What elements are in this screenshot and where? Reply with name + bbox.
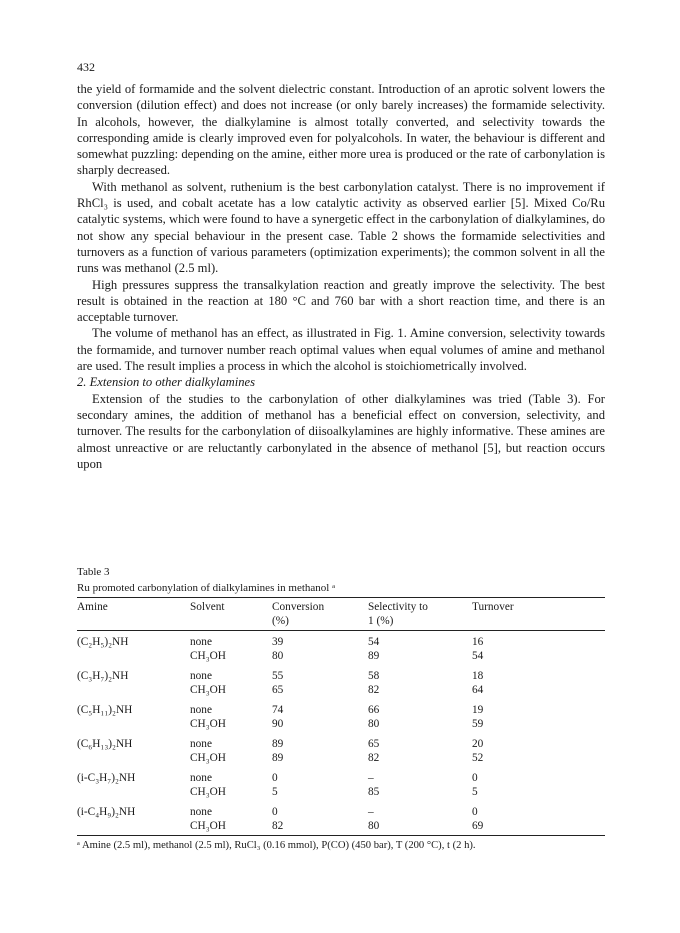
- cell-selectivity: 85: [368, 786, 380, 798]
- table-3: [77, 566, 605, 851]
- cell-selectivity: 80: [368, 718, 380, 730]
- paragraph: The volume of methanol has an effect, as illustrated in Fig. 1. Amine conversion, selectivity towards the formamide, and turnover number reach optimal values when equal volumes of amine and methanol are used. The result implies a process in which the alcohol is stoichiometrically involved.: [77, 326, 605, 374]
- cell-conversion: 0: [272, 806, 278, 818]
- table-row: [77, 765, 605, 785]
- cell-solvent: CH₃OH: [190, 819, 272, 836]
- cell-solvent: CH₃OH: [190, 786, 226, 798]
- cell-solvent: CH₃OH: [190, 752, 226, 764]
- header-amine: Amine: [77, 601, 108, 613]
- table-caption: Ru promoted carbonylation of dialkylamines in methanol ᵃ: [77, 582, 336, 594]
- cell-turnover: 16: [472, 636, 484, 648]
- cell-selectivity: 54: [368, 636, 380, 648]
- table-footnote: ᵃ Amine (2.5 ml), methanol (2.5 ml), RuCl₃ (0.16 mmol), P(CO) (450 bar), T (200 °C), t (2 h).: [77, 840, 476, 851]
- page-number: 432: [77, 60, 95, 74]
- header-selectivity-unit: 1 (%): [368, 615, 394, 627]
- cell-conversion: 65: [272, 684, 284, 696]
- cell-solvent: none: [190, 738, 212, 750]
- cell-turnover: 69: [472, 819, 605, 836]
- paragraph: With methanol as solvent, ruthenium is the best carbonylation catalyst. There is no improvement if RhCl₃ is used, and cobalt acetate has a low catalytic activity as observed earlier [5]. Mixed Co/Ru catalytic systems, which were found to have a synergetic effect in the carbonylation of dialkylamines, do not show any special behaviour in the present case. Table 2 shows the formamide selectivities and turnovers as a function of various parameters (optimization experiments); the common solvent in all the runs was methanol (2.5 ml).: [77, 179, 605, 276]
- cell-selectivity: 89: [368, 650, 380, 662]
- cell-selectivity: 80: [368, 819, 472, 836]
- cell-solvent: none: [190, 636, 212, 648]
- paragraph: the yield of formamide and the solvent dielectric constant. Introduction of an aprotic solvent lowers the conversion (dilution effect) and does not increase (or only barely increases) the formamide selectivity. In alcohols, however, the dialkylamine is almost totally converted, and selectivity towards the corresponding amide is clearly improved even for polyalcohols. In water, the behaviour is different and somewhat puzzling: depending on the amine, either more urea is produced or the rate of carbonylation is sharply decreased.: [77, 82, 605, 178]
- header-conversion-unit: (%): [272, 615, 289, 627]
- cell-conversion: 90: [272, 718, 284, 730]
- header-conversion-label: Conversion: [272, 601, 325, 613]
- header-selectivity-label: Selectivity to: [368, 601, 428, 613]
- cell-conversion: 89: [272, 752, 284, 764]
- cell-amine: (C₂H₅)₂NH: [77, 636, 129, 648]
- cell-selectivity: 82: [368, 752, 380, 764]
- table-label: Table 3: [77, 566, 110, 578]
- cell-amine: [77, 751, 190, 765]
- table-row: [77, 649, 605, 663]
- cell-conversion: 5: [272, 786, 278, 798]
- cell-turnover: 5: [472, 786, 478, 798]
- section-heading: 2. Extension to other dialkylamines: [77, 375, 256, 390]
- cell-selectivity: 65: [368, 738, 380, 750]
- table-row: [77, 663, 605, 683]
- cell-amine: [77, 683, 190, 697]
- table-row: [77, 731, 605, 751]
- table-row: [77, 819, 605, 836]
- table-row: [77, 785, 605, 799]
- cell-solvent: none: [190, 704, 212, 716]
- cell-selectivity: –: [368, 772, 374, 784]
- header-turnover: Turnover: [472, 601, 514, 613]
- cell-solvent: none: [190, 670, 212, 682]
- cell-amine: (C₅H₁₁)₂NH: [77, 704, 133, 716]
- cell-amine: (i-C₃H₇)₂NH: [77, 772, 136, 784]
- cell-turnover: 54: [472, 650, 484, 662]
- cell-turnover: 0: [472, 772, 478, 784]
- table-header-row: [77, 598, 605, 631]
- cell-solvent: none: [190, 772, 212, 784]
- cell-conversion: 80: [272, 650, 284, 662]
- cell-amine: (C₃H₇)₂NH: [77, 670, 129, 682]
- header-selectivity: [368, 598, 472, 631]
- cell-conversion: 55: [272, 670, 284, 682]
- cell-solvent: CH₃OH: [190, 650, 226, 662]
- cell-selectivity: –: [368, 806, 374, 818]
- table-row: [77, 683, 605, 697]
- cell-turnover: 64: [472, 684, 484, 696]
- table-row: [77, 631, 605, 650]
- paragraph: Extension of the studies to the carbonylation of other dialkylamines was tried (Table 3). For secondary amines, the addition of methanol has a beneficial effect on conversion, selectivity, and turnover. The results for the carbonylation of diisoalkylamines are highly informative. These amines are almost unreactive or are reluctantly carbonylated in the absence of methanol [5], but reaction occurs upon: [77, 391, 605, 471]
- data-table: [77, 597, 605, 836]
- cell-selectivity: 66: [368, 704, 380, 716]
- cell-amine: [77, 819, 190, 836]
- cell-turnover: 52: [472, 752, 484, 764]
- cell-solvent: CH₃OH: [190, 718, 226, 730]
- cell-turnover: 0: [472, 806, 478, 818]
- table-row: [77, 799, 605, 819]
- header-solvent: Solvent: [190, 601, 225, 613]
- cell-solvent: none: [190, 806, 212, 818]
- paragraph: High pressures suppress the transalkylation reaction and greatly improve the selectivity. The best result is obtained in the reaction at 180 °C and 760 bar with a short reaction time, and there is an acceptable turnover.: [77, 277, 605, 325]
- cell-amine: [77, 649, 190, 663]
- cell-conversion: 89: [272, 738, 284, 750]
- cell-amine: [77, 785, 190, 799]
- cell-selectivity: 82: [368, 684, 380, 696]
- cell-solvent: CH₃OH: [190, 684, 226, 696]
- table-body: [77, 631, 605, 836]
- cell-turnover: 59: [472, 718, 484, 730]
- cell-conversion: 82: [272, 819, 368, 836]
- cell-amine: (i-C₄H₉)₂NH: [77, 806, 136, 818]
- cell-amine: (C₆H₁₃)₂NH: [77, 738, 133, 750]
- header-conversion: [272, 598, 368, 631]
- cell-amine: [77, 717, 190, 731]
- cell-conversion: 74: [272, 704, 284, 716]
- cell-selectivity: 58: [368, 670, 380, 682]
- body-text: [77, 81, 605, 472]
- table-row: [77, 717, 605, 731]
- cell-turnover: 19: [472, 704, 484, 716]
- cell-turnover: 20: [472, 738, 484, 750]
- cell-conversion: 0: [272, 772, 278, 784]
- table-row: [77, 697, 605, 717]
- cell-turnover: 18: [472, 670, 484, 682]
- table-row: [77, 751, 605, 765]
- cell-conversion: 39: [272, 636, 284, 648]
